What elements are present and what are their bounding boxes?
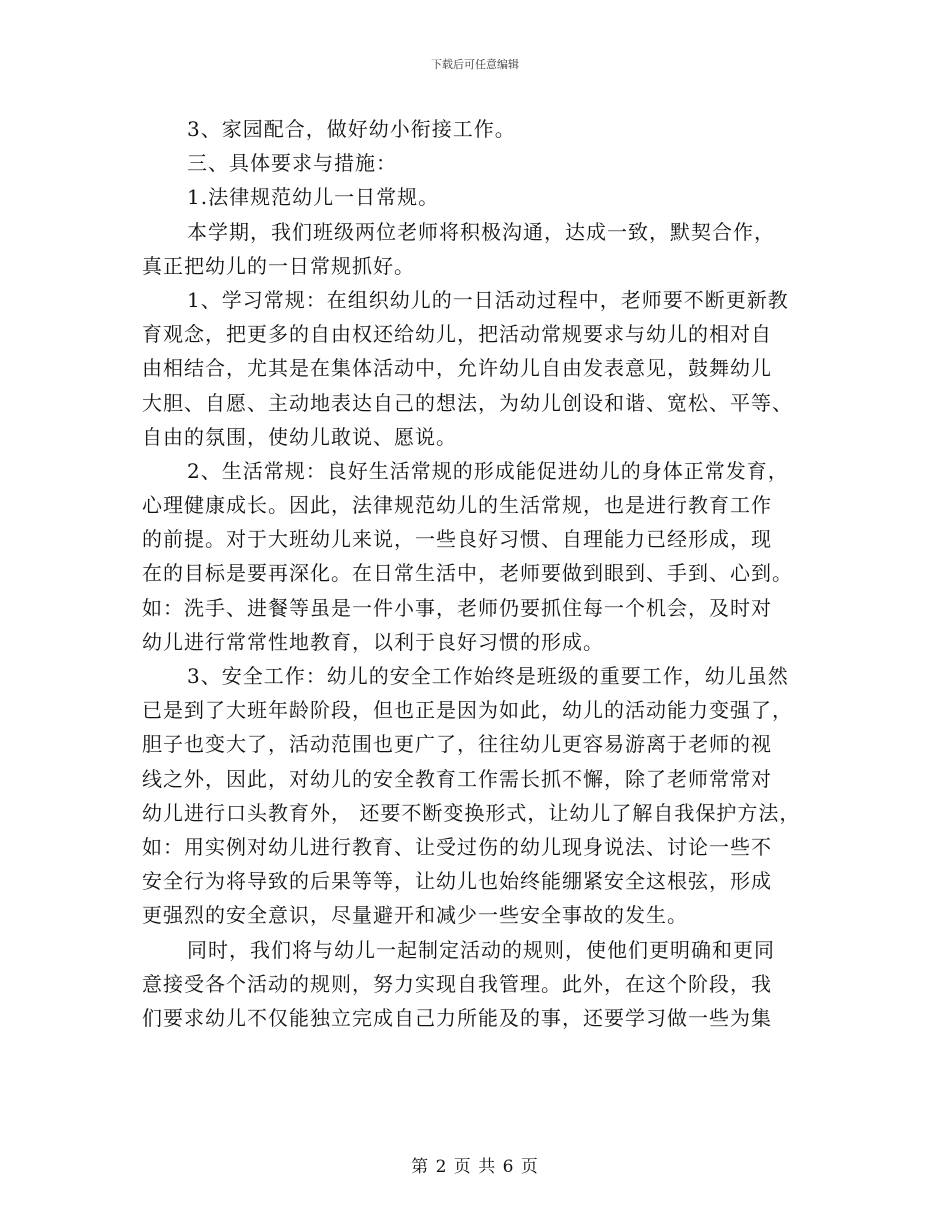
text-line: 线之外，因此，对幼儿的安全教育工作需长抓不懈，除了老师常常对: [142, 766, 772, 791]
text-line: 三、具体要求与措施：: [187, 151, 397, 176]
text-line: 如：洗手、进餐等虽是一件小事，老师仍要抓住每一个机会，及时对: [142, 595, 772, 620]
text-line: 意接受各个活动的规则，努力实现自我管理。此外，在这个阶段，我: [142, 971, 772, 996]
page-header-note: 下载后可任意编辑: [431, 58, 519, 71]
text-line: 安全行为将导致的后果等等，让幼儿也始终能绷紧安全这根弦，形成: [142, 869, 772, 894]
text-line: 已是到了大班年龄阶段，但也正是因为如此，幼儿的活动能力变强了，: [142, 698, 793, 723]
text-line: 大胆、自愿、主动地表达自己的想法，为幼儿创设和谐、宽松、平等、: [142, 390, 793, 415]
text-line: 1、学习常规：在组织幼儿的一日活动过程中，老师要不断更新教: [187, 287, 789, 312]
text-line: 同时，我们将与幼儿一起制定活动的规则，使他们更明确和更同: [187, 937, 775, 962]
text-line: 3、家园配合，做好幼小衔接工作。: [187, 117, 516, 141]
text-line: 自由的氛围，使幼儿敢说、愿说。: [142, 424, 457, 449]
text-line: 3、安全工作：幼儿的安全工作始终是班级的重要工作，幼儿虽然: [187, 664, 789, 688]
text-line: 在的目标是要再深化。在日常生活中，老师要做到眼到、手到、心到。: [142, 561, 793, 586]
text-line: 育观念，把更多的自由权还给幼儿，把活动常规要求与幼儿的相对自: [142, 322, 772, 347]
text-line: 如：用实例对幼儿进行教育、让受过伤的幼儿现身说法、讨论一些不: [142, 834, 772, 859]
text-line: 们要求幼儿不仅能独立完成自己力所能及的事，还要学习做一些为集: [142, 1005, 772, 1030]
document-body: [142, 112, 822, 1035]
text-line: 由相结合，尤其是在集体活动中，允许幼儿自由发表意见，鼓舞幼儿: [142, 356, 772, 381]
text-line: 2、生活常规：良好生活常规的形成能促进幼儿的身体正常发育，: [187, 458, 789, 483]
text-line: 幼儿进行口头教育外， 还要不断变换形式，让幼儿了解自我保护方法，: [142, 800, 801, 825]
text-line: 1.法律规范幼儿一日常规。: [187, 185, 440, 210]
text-line: 胆子也变大了，活动范围也更广了，往往幼儿更容易游离于老师的视: [142, 732, 772, 757]
text-line: 本学期，我们班级两位老师将积极沟通，达成一致，默契合作，: [187, 219, 775, 244]
page-number-footer: 第 2 页 共 6 页: [411, 1157, 539, 1177]
text-line: 真正把幼儿的一日常规抓好。: [142, 253, 415, 278]
text-line: 幼儿进行常常性地教育，以利于良好习惯的形成。: [142, 629, 604, 654]
text-line: 心理健康成长。因此，法律规范幼儿的生活常规，也是进行教育工作: [142, 493, 772, 518]
text-line: 更强烈的安全意识，尽量避开和减少一些安全事故的发生。: [142, 903, 688, 928]
text-line: 的前提。对于大班幼儿来说，一些良好习惯、自理能力已经形成，现: [142, 527, 772, 552]
